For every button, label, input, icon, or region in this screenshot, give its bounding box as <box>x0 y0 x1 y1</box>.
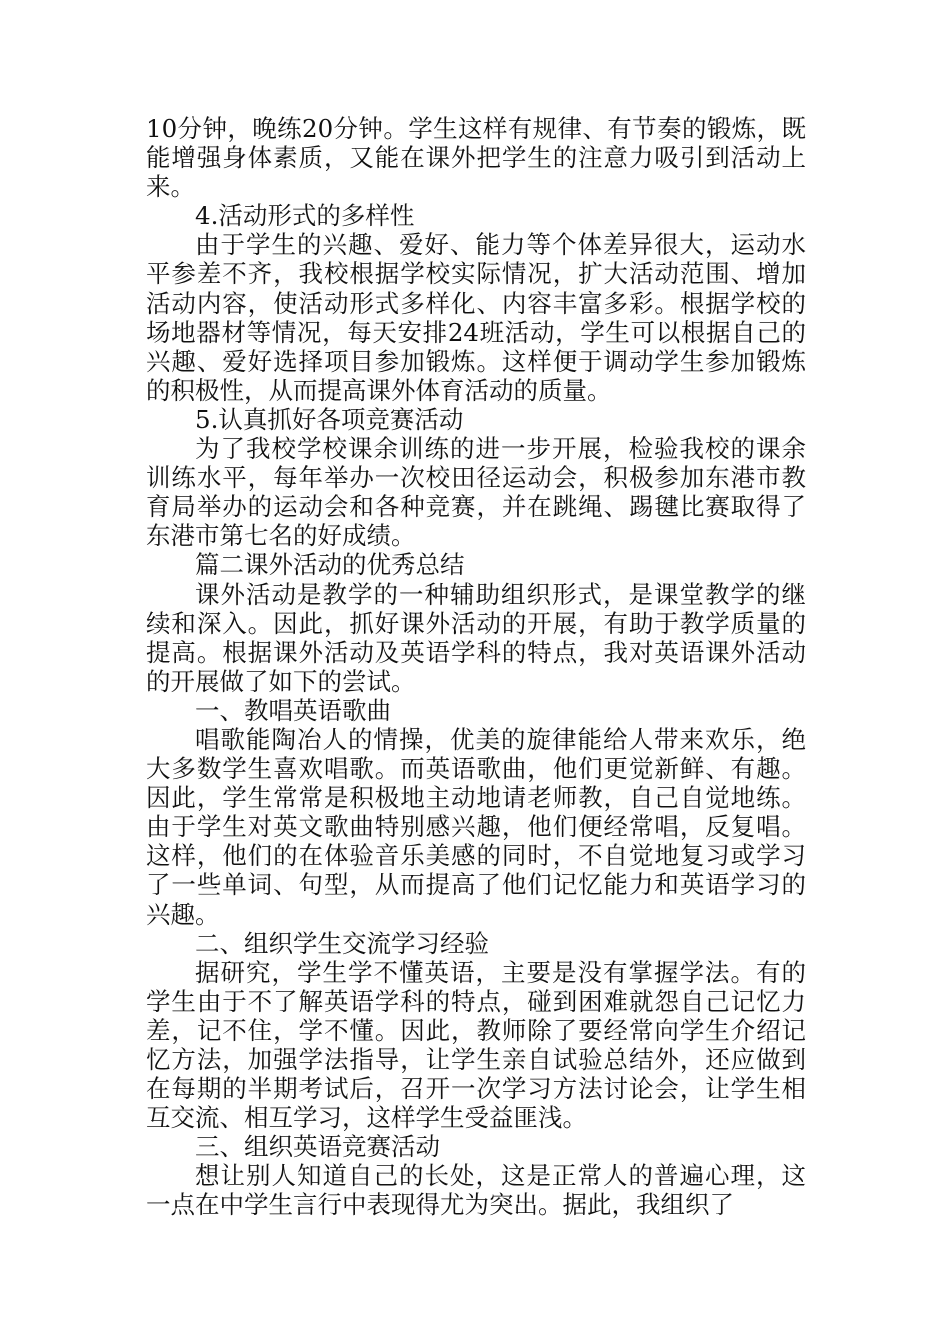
paragraph: 唱歌能陶冶人的情操，优美的旋律能给人带来欢乐，绝大多数学生喜欢唱歌。而英语歌曲，他们更觉新鲜、有趣。因此，学生常常是积极地主动地请老师教，自己自觉地练。由于学生对英文歌曲特别感兴趣，他们便经常唱，反复唱。这样，他们的在体验音乐美感的同时，不自觉地复习或学习了一些单词、句型，从而提高了他们记忆能力和英语学习的兴趣。 <box>146 724 806 929</box>
paragraph: 为了我校学校课余训练的进一步开展，检验我校的课余训练水平，每年举办一次校田径运动会，积极参加东港市教育局举办的运动会和各种竞赛，并在跳绳、踢毽比赛取得了东港市第七名的好成绩。 <box>146 434 806 551</box>
section-heading-4: 4.活动形式的多样性 <box>195 201 415 231</box>
paragraph-continued: 10分钟，晚练20分钟。学生这样有规律、有节奏的锻炼，既能增强身体素质，又能在课外把学生的注意力吸引到活动上来。 <box>146 114 806 202</box>
paragraph: 由于学生的兴趣、爱好、能力等个体差异很大，运动水平参差不齐，我校根据学校实际情况，扩大活动范围、增加活动内容，使活动形式多样化、内容丰富多彩。根据学校的场地器材等情况，每天安排24班活动，学生可以根据自己的兴趣、爱好选择项目参加锻炼。这样便于调动学生参加锻炼的积极性，从而提高课外体育活动的质量。 <box>146 230 806 405</box>
section-heading-5: 5.认真抓好各项竞赛活动 <box>195 404 464 434</box>
section-heading-1: 一、教唱英语歌曲 <box>195 695 391 725</box>
paragraph: 据研究，学生学不懂英语，主要是没有掌握学法。有的学生由于不了解英语学科的特点，碰到困难就怨自己记忆力差，记不住，学不懂。因此，教师除了要经常向学生介绍记忆方法，加强学法指导，让学生亲自试验总结外，还应做到在每期的半期考试后，召开一次学习方法讨论会，让学生相互交流、相互学习，这样学生受益匪浅。 <box>146 957 806 1133</box>
paragraph: 想让别人知道自己的长处，这是正常人的普遍心理，这一点在中学生言行中表现得尤为突出。据此，我组织了 <box>146 1161 806 1220</box>
document-body <box>146 114 806 1220</box>
section-heading-2: 二、组织学生交流学习经验 <box>195 928 489 958</box>
section-heading-3: 三、组织英语竞赛活动 <box>195 1132 440 1162</box>
paragraph: 课外活动是教学的一种辅助组织形式，是课堂教学的继续和深入。因此，抓好课外活动的开展，有助于教学质量的提高。根据课外活动及英语学科的特点，我对英语课外活动的开展做了如下的尝试。 <box>146 579 806 696</box>
article-title: 篇二课外活动的优秀总结 <box>195 550 465 580</box>
